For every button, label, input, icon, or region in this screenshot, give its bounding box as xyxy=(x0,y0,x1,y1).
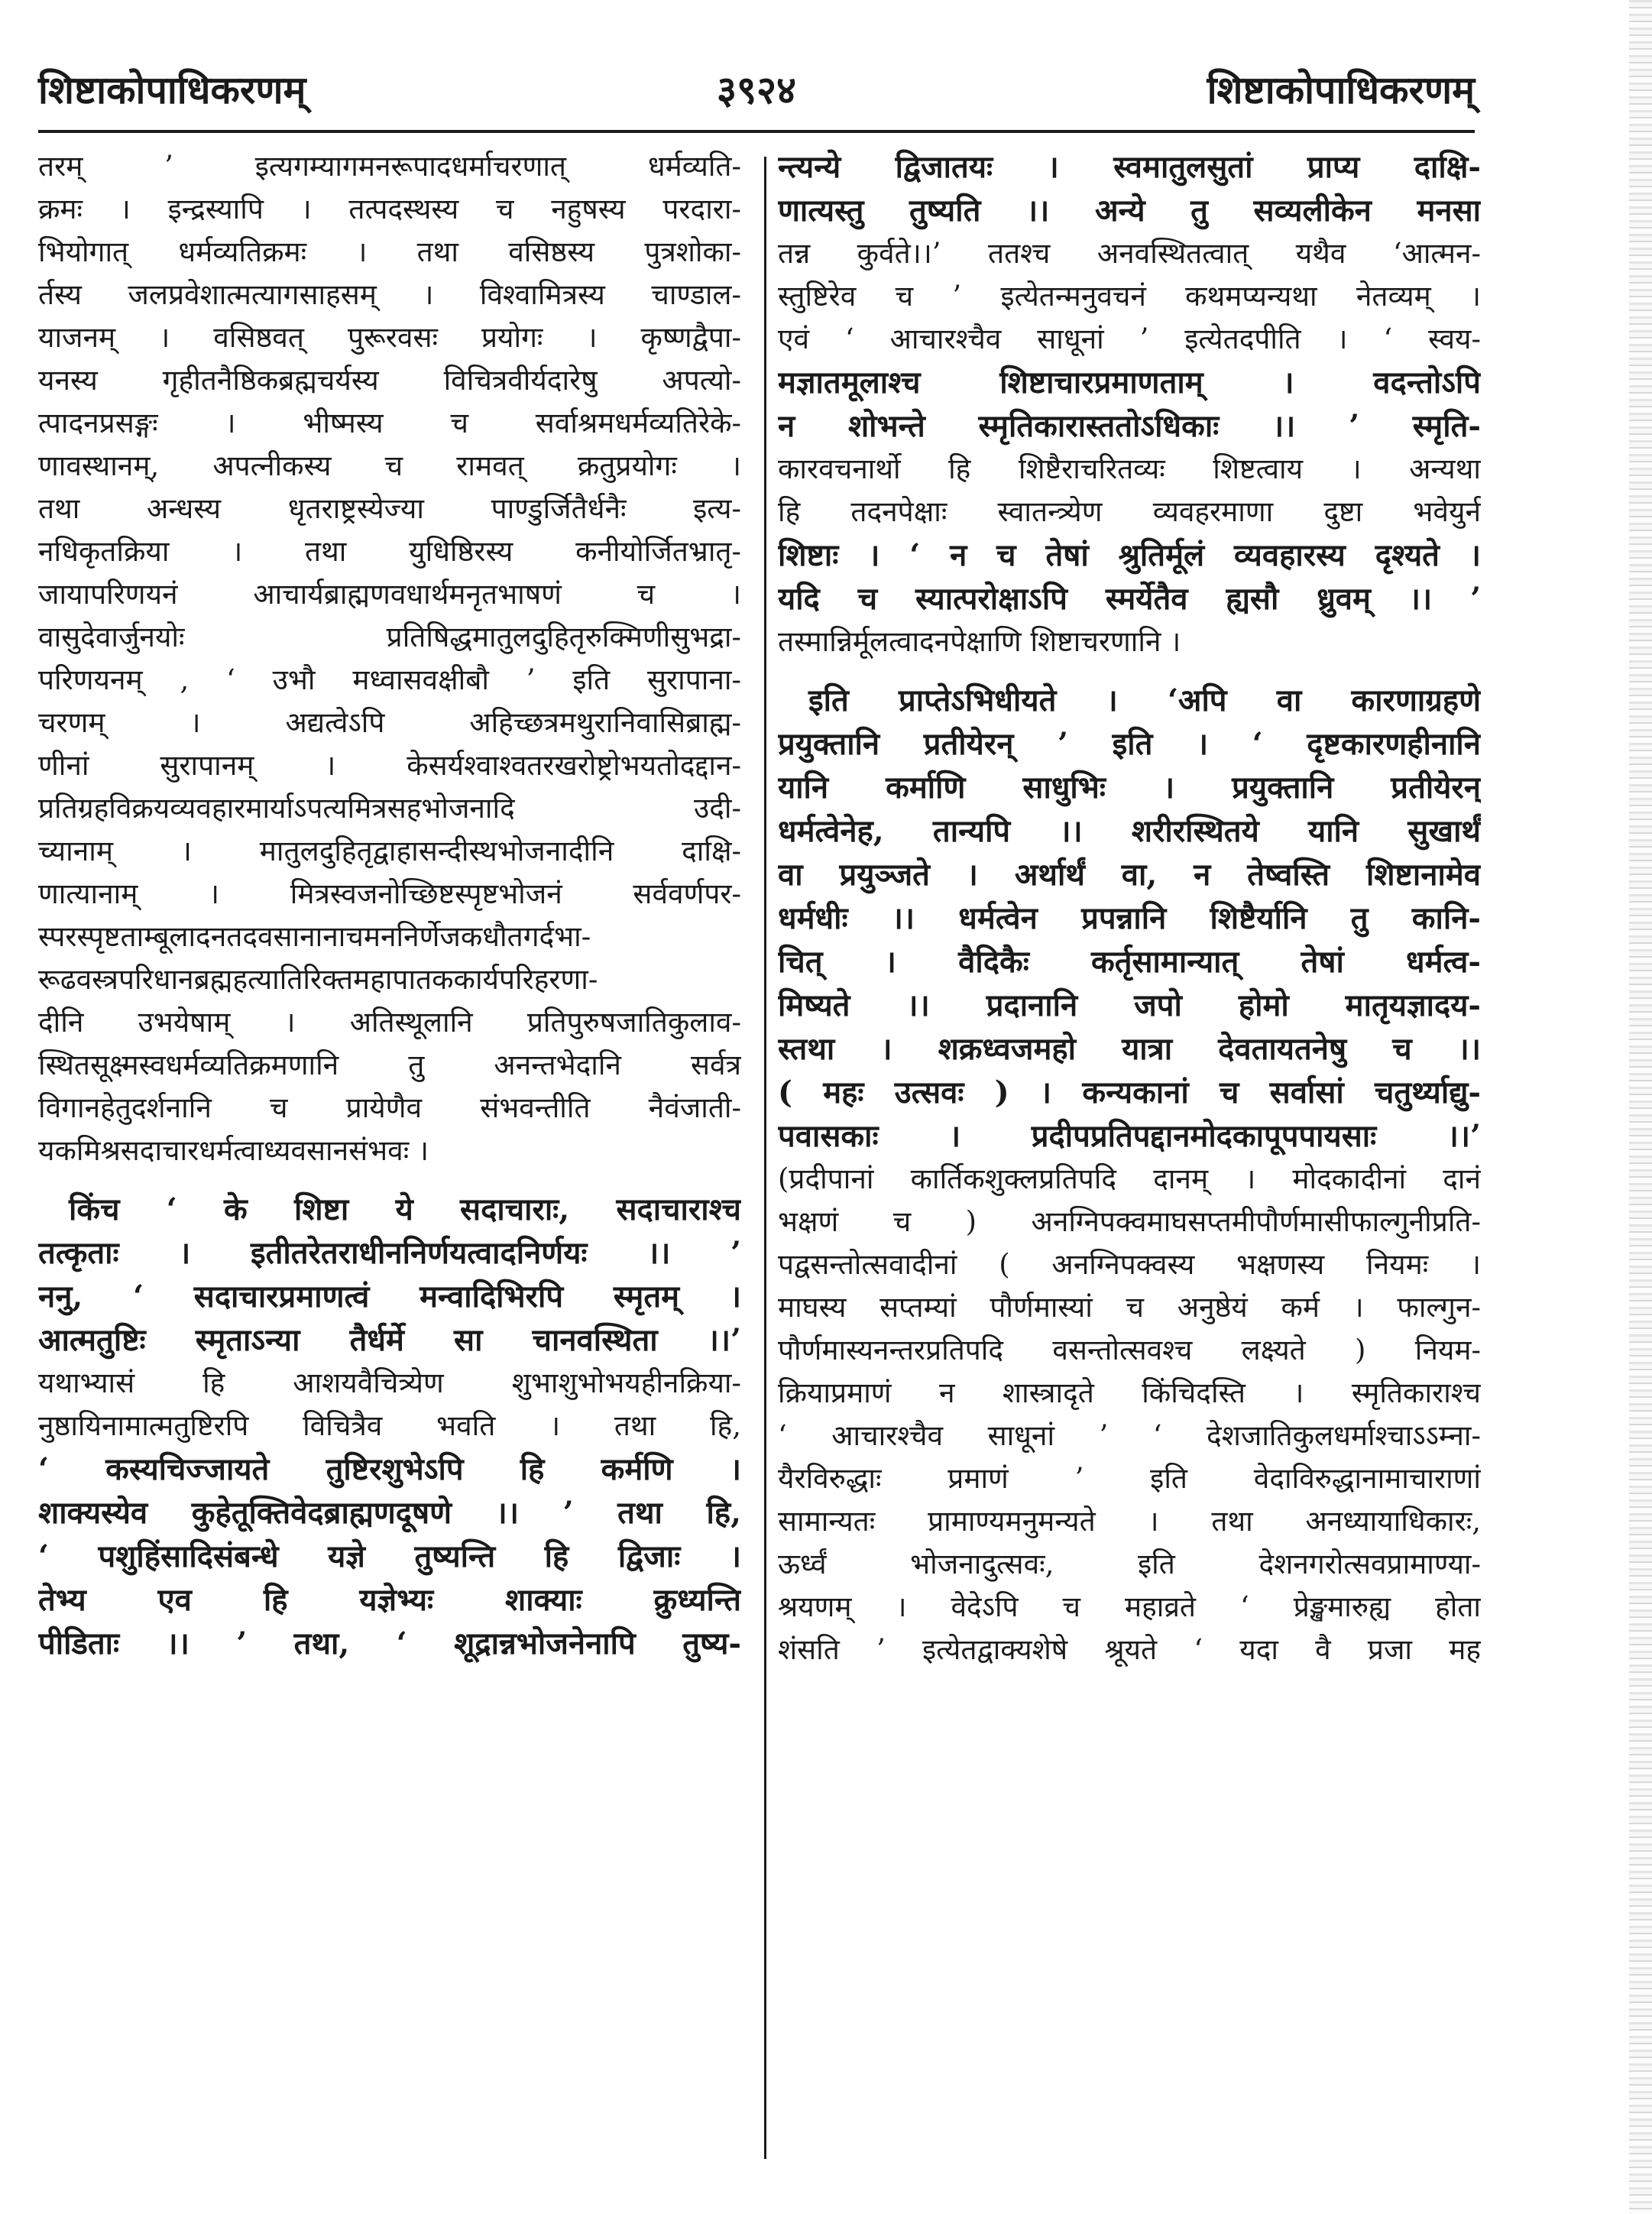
text-line: शंसति ’ इत्येतद्वाक्यशेषे श्रूयते ‘ यदा वै प्रजा मह xyxy=(778,1633,1481,1666)
text-line: एवं ‘ आचारश्चैव साधूनां ’ इत्येतदपीति । ‘ स्वय- xyxy=(778,323,1481,355)
text-line: मिष्यते ।। प्रदानानि जपो होमो मातृयज्ञादय- xyxy=(778,987,1481,1023)
running-title-right: शिष्टाकोपाधिकरणम् xyxy=(1207,67,1475,112)
text-line: तथा अन्धस्य धृतराष्ट्रस्येज्या पाण्डुर्जितैर्धनैः इत्य- xyxy=(38,492,741,525)
text-line: णावस्थानम्, अपत्नीकस्य च रामवत् क्रतुप्रयोगः । xyxy=(38,449,741,482)
text-line: माघस्य सप्तम्यां पौर्णमास्यां च अनुष्ठेयं कर्म । फाल्गुन- xyxy=(778,1291,1481,1324)
text-line: मज्ञातमूलाश्च शिष्टाचारप्रमाणताम् । वदन्तोऽपि xyxy=(778,365,1481,400)
text-line: धर्मधीः ।। धर्मत्वेन प्रपन्नानि शिष्टैर्यानि तु कानि- xyxy=(778,900,1481,936)
text-line: ( महः उत्सवः ) । कन्यकानां च सर्वासां चतुर्थ्याद्यु- xyxy=(778,1075,1481,1110)
text-line: किंच ‘ के शिष्टा ये सदाचाराः, सदाचाराश्च xyxy=(69,1191,741,1227)
text-line: वा प्रयुञ्जते । अर्थार्थं वा, न तेष्वस्ति शिष्टानामेव xyxy=(778,857,1481,893)
text-line: क्रमः । इन्द्रस्यापि । तत्पदस्थस्य च नहुषस्य परदारा- xyxy=(38,193,741,225)
text-line: त्पादनप्रसङ्गः । भीष्मस्य च सर्वाश्रमधर्मव्यतिरेके- xyxy=(38,407,741,439)
text-line: पौर्णमास्यनन्तरप्रतिपदि वसन्तोत्सवश्च लक्ष्यते ) नियम- xyxy=(778,1334,1481,1366)
text-line: श्रयणम् । वेदेऽपि च महाव्रते ‘ प्रेङ्खमारुह्य होता xyxy=(778,1590,1481,1623)
text-line: क्रियाप्रमाणं न शास्त्रादृते किंचिदस्ति । स्मृतिकाराश्च xyxy=(778,1376,1481,1409)
text-line: ‘ आचारश्चैव साधूनां ’ ‘ देशजातिकुलधर्माश्चाऽऽम्ना- xyxy=(778,1419,1481,1452)
running-title-left: शिष्टाकोपाधिकरणम् xyxy=(38,67,306,112)
right-column xyxy=(778,145,1481,2170)
text-line: भियोगात् धर्मव्यतिक्रमः । तथा वसिष्ठस्य पुत्रशोका- xyxy=(38,235,741,268)
text-line: ननु, ‘ सदाचारप्रमाणत्वं मन्वादिभिरपि स्मृतम् । xyxy=(38,1279,741,1314)
text-line: दीनि उभयेषाम् । अतिस्थूलानि प्रतिपुरुषजातिकुलाव- xyxy=(38,1006,741,1039)
text-line: णीनां सुरापानम् । केसर्यश्वाश्वतरखरोष्ट्रोभयतोदद्दान- xyxy=(38,749,741,782)
text-line: तन्न कुर्वते।।’ ततश्च अनवस्थितत्वात् यथैव ‘आत्मन- xyxy=(778,237,1481,270)
text-line: प्रतिग्रहविक्रयव्यवहारमार्याऽपत्यमित्रसहभोजनादि उदी- xyxy=(38,792,741,825)
text-line: चित् । वैदिकैः कर्तृसामान्यात् तेषां धर्मत्व- xyxy=(778,944,1481,980)
text-line: यानि कर्माणि साधुभिः । प्रयुक्तानि प्रतीयेरन् xyxy=(778,770,1481,806)
text-line: (प्रदीपानां कार्तिकशुक्लप्रतिपदि दानम् । मोदकादीनां दानं xyxy=(778,1162,1481,1195)
text-line: यथाभ्यासं हि आशयवैचित्र्येण शुभाशुभोभयहीनक्रिया- xyxy=(38,1366,741,1399)
text-line: च्यानाम् । मातुलदुहितृद्वाहासन्दीस्थभोजनादीनि दाक्षि- xyxy=(38,835,741,867)
text-line: इति प्राप्तेऽभिधीयते । ‘अपि वा कारणाग्रहणे xyxy=(808,682,1481,718)
header-rule xyxy=(38,130,1475,133)
text-line: यनस्य गृहीतनैष्ठिकब्रह्मचर्यस्य विचित्रवीर्यदारेषु अपत्यो- xyxy=(38,364,741,397)
text-line: याजनम् । वसिष्ठवत् पुरूरवसः प्रयोगः । कृष्णद्वैपा- xyxy=(38,321,741,354)
text-line: यैरविरुद्धाः प्रमाणं ’ इति वेदाविरुद्धानामाचाराणां xyxy=(778,1462,1481,1495)
text-line: कारवचनार्थो हि शिष्टैराचरितव्यः शिष्टत्वाय । अन्यथा xyxy=(778,452,1481,485)
text-line: ‘ पशुहिंसादिसंबन्धे यज्ञे तुष्यन्ति हि द्विजाः । xyxy=(38,1538,741,1574)
page-header xyxy=(38,46,1475,130)
text-line: हि तदनपेक्षाः स्वातन्त्र्येण व्यवहरमाणा दुष्टा भवेयुर्न xyxy=(778,495,1481,528)
text-line: वासुदेवार्जुनयोः प्रतिषिद्धमातुलदुहितृरुक्मिणीसुभद्रा- xyxy=(38,621,741,653)
text-line: ‘ कस्यचिज्जायते तुष्टिरशुभेऽपि हि कर्मणि । xyxy=(38,1451,741,1487)
text-line: तत्कृताः । इतीतरेतराधीननिर्णयत्वादनिर्णयः ।। ’ xyxy=(38,1235,741,1271)
text-line: न शोभन्ते स्मृतिकारास्ततोऽधिकाः ।। ’ स्मृति- xyxy=(778,408,1481,444)
text-line: णात्यस्तु तुष्यति ।। अन्ये तु सव्यलीकेन मनसा xyxy=(778,193,1481,229)
text-line: धर्मत्वेनेह, तान्यपि ।। शरीरस्थितये यानि सुखार्थं xyxy=(778,813,1481,849)
scan-edge-artifact xyxy=(1629,0,1652,2214)
text-line: पवासकाः । प्रदीपप्रतिपद्दानमोदकापूपपायसाः ।।’ xyxy=(778,1118,1481,1154)
text-line: स्तथा । शक्रध्वजमहो यात्रा देवतायतनेषु च ।। xyxy=(778,1031,1481,1067)
column-divider xyxy=(764,157,766,2159)
text-line: प्रयुक्तानि प्रतीयेरन् ’ इति । ‘ दृष्टकारणहीनानि xyxy=(778,726,1481,762)
text-line: तेभ्य एव हि यज्ञेभ्यः शाक्याः क्रुध्यन्ति xyxy=(38,1582,741,1618)
text-line: शाक्यस्येव कुहेतूक्तिवेदब्राह्मणदूषणे ।। ’ तथा हि, xyxy=(38,1495,741,1531)
text-line: स्थितसूक्ष्मस्वधर्मव्यतिक्रमणानि तु अनन्तभेदानि सर्वत्र xyxy=(38,1049,741,1081)
text-line: र्तस्य जलप्रवेशात्मत्यागसाहसम् । विश्वामित्रस्य चाण्डाल- xyxy=(38,278,741,311)
text-line: पीडिताः ।। ’ तथा, ‘ शूद्रान्नभोजनेनापि तुष्य- xyxy=(38,1626,741,1661)
text-line: तरम् ’ इत्यगम्यागमनरूपादधर्माचरणात् धर्मव्यति- xyxy=(38,150,741,183)
text-line: रूढवस्त्रपरिधानब्रह्महत्यातिरिक्तमहापातककार्यपरिहरणा- xyxy=(38,963,598,996)
left-column xyxy=(38,145,741,2170)
text-line: सामान्यतः प्रामाण्यमनुमन्यते । तथा अनध्यायाधिकारः, xyxy=(778,1505,1481,1538)
page-number: ३९२४ xyxy=(717,67,796,112)
text-line: ऊर्ध्वं भोजनादुत्सवः, इति देशनगरोत्सवप्रामाण्या- xyxy=(778,1548,1481,1580)
text-line: शिष्टाः । ‘ न च तेषां श्रुतिर्मूलं व्यवहारस्य दृश्यते । xyxy=(778,537,1481,573)
text-line: आत्मतुष्टिः स्मृताऽन्या तैर्धर्मे सा चानवस्थिता ।।’ xyxy=(38,1322,741,1358)
text-line: स्तुष्टिरेव च ’ इत्येतन्मनुवचनं कथमप्यन्यथा नेतव्यम् । xyxy=(778,280,1481,313)
text-line: पद्वसन्तोत्सवादीनां ( अनग्निपक्वस्य भक्षणस्य नियमः । xyxy=(778,1248,1481,1281)
text-line: यकमिश्रसदाचारधर्मत्वाध्यवसानसंभवः । xyxy=(38,1134,429,1167)
text-line: चरणम् । अद्यत्वेऽपि अहिच्छत्रमथुरानिवासिब्राह्म- xyxy=(38,706,741,739)
text-line: परिणयनम् , ‘ उभौ मध्वासवक्षीबौ ’ इति सुरापाना- xyxy=(38,663,741,696)
text-line: यदि च स्यात्परोक्षाऽपि स्मर्येतैव ह्यसौ ध्रुवम् ।। ’ xyxy=(778,581,1481,617)
text-line: जायापरिणयनं आचार्यब्राह्मणवधार्थमनृतभाषणं च । xyxy=(38,578,741,611)
text-line: नुष्ठायिनामात्मतुष्टिरपि विचित्रैव भवति । तथा हि, xyxy=(38,1409,741,1442)
text-line: भक्षणं च ) अनग्निपक्वमाघसप्तमीपौर्णमासीफाल्गुनीप्रति- xyxy=(778,1205,1481,1238)
text-line: स्परस्पृष्टताम्बूलादनतदवसानानाचमननिर्णेजकधौतगर्दभा- xyxy=(38,920,591,953)
text-line: न्त्यन्ये द्विजातयः । स्वमातुलसुतां प्राप्य दाक्षि- xyxy=(778,149,1481,185)
text-line: नधिकृतक्रिया । तथा युधिष्ठिरस्य कनीयोर्जितभ्रातृ- xyxy=(38,535,741,568)
text-line: णात्यानाम् । मित्रस्वजनोच्छिष्टस्पृष्टभोजनं सर्ववर्णपर- xyxy=(38,877,741,910)
text-line: तस्मान्निर्मूलत्वादनपेक्षाणि शिष्टाचरणानि । xyxy=(778,625,1181,658)
text-line: विगानहेतुदर्शनानि च प्रायेणैव संभवन्तीति नैवंजाती- xyxy=(38,1091,741,1124)
